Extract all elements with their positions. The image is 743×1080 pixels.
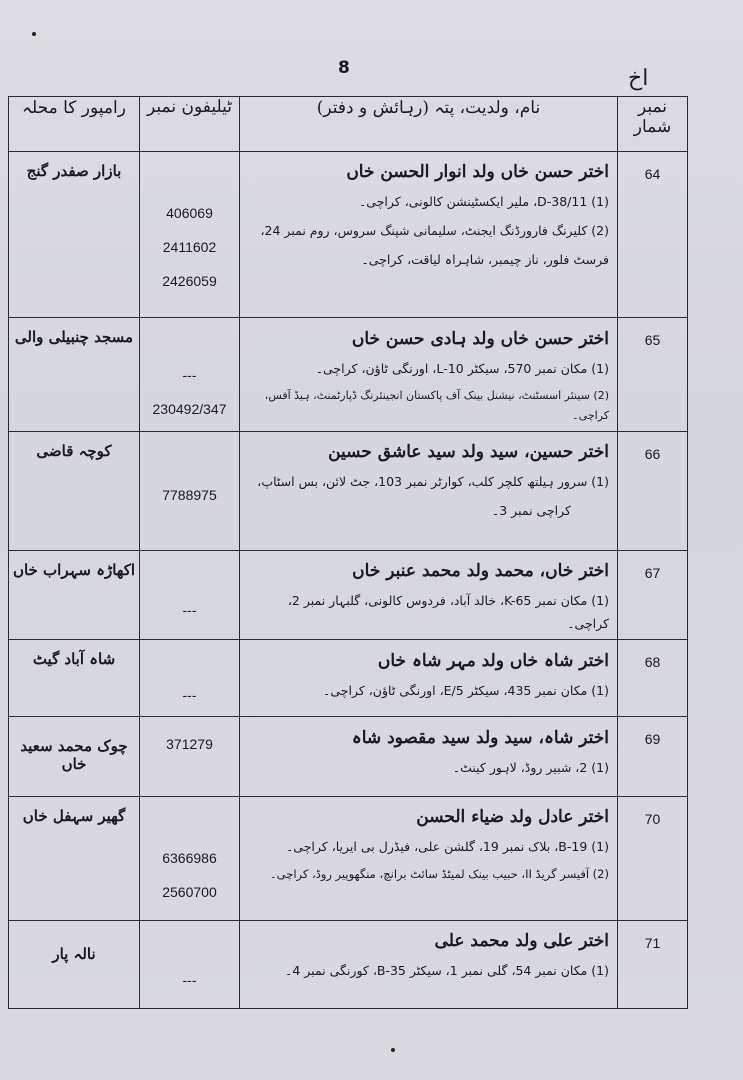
telephone-number: 371279 <box>166 736 213 753</box>
table-row <box>9 550 688 639</box>
telephone-cell <box>140 431 240 550</box>
entry-name: اختر حسن خاں ولد انوار الحسن خاں <box>346 162 609 182</box>
header-row <box>9 97 688 152</box>
directory-table <box>8 96 688 1009</box>
address-line: (1) B-19، بلاک نمبر 19، گلشن علی، فیڈرل بی ایریا، کراچی۔ <box>285 839 609 855</box>
table-row <box>9 717 688 797</box>
telephone-number: 6366986 <box>162 850 217 867</box>
entry-name: اختر عادل ولد ضیاء الحسن <box>416 807 609 828</box>
area-cell: گھیر سہفل خاں <box>9 797 140 921</box>
telephone-cell <box>140 717 240 797</box>
telephone-number: 2411602 <box>162 239 217 255</box>
telephone-number: 7788975 <box>162 486 217 503</box>
entry-name: اختر خاں، محمد ولد محمد عنبر خاں <box>352 560 609 581</box>
name-cell <box>240 431 618 550</box>
serial-cell: 64 <box>618 152 688 318</box>
table-row <box>9 921 688 1009</box>
speck <box>32 32 36 36</box>
table-row <box>9 640 688 717</box>
name-cell <box>240 640 618 717</box>
serial-cell: 66 <box>618 431 688 550</box>
name-cell <box>240 717 618 797</box>
address-line: (2) کلیرنگ فارورڈنگ ایجنٹ، سلیمانی شپنگ سروس، روم نمبر 24، <box>260 223 609 239</box>
telephone-number: --- <box>182 687 197 704</box>
address-line: فرسٹ فلور، ناز چیمبر، شاہراہ لیاقت، کراچی۔ <box>361 252 609 268</box>
entry-name: اختر شاہ، سید ولد سید مقصود شاہ <box>351 728 609 749</box>
telephone-cell <box>140 797 240 921</box>
address-line: کراچی نمبر 3۔ <box>491 502 571 518</box>
telephone-number: 406069 <box>166 205 213 221</box>
area-cell: اکھاڑہ سہراب خاں <box>9 550 140 639</box>
name-cell <box>240 921 618 1009</box>
serial-cell: 68 <box>618 640 688 717</box>
entry-name: اختر حسن خاں ولد ہادی حسن خاں <box>351 329 609 349</box>
table-row <box>9 152 688 318</box>
name-cell <box>240 550 618 639</box>
telephone-number: 2426059 <box>162 273 217 289</box>
name-cell <box>240 152 618 318</box>
header-name: نام، ولدیت، پتہ (رہائش و دفتر) <box>240 97 618 152</box>
name-cell <box>240 797 618 921</box>
telephone-cell <box>140 152 240 318</box>
area-cell: مسجد چنبیلی والی <box>9 318 140 432</box>
serial-cell: 67 <box>618 550 688 639</box>
address-line: (1) 2، شبیر روڈ، لاہور کینٹ۔ <box>452 760 609 776</box>
telephone-number: --- <box>182 972 197 989</box>
table-row <box>9 797 688 921</box>
name-cell <box>240 318 618 432</box>
address-line: (1) سرور ہیلتھ کلچر کلب، کوارٹر نمبر 103، جٹ لائن، بس اسٹاپ، <box>257 473 609 489</box>
page-number: 8 <box>338 58 350 78</box>
entry-name: اختر شاہ خاں ولد مہر شاہ خاں <box>377 651 609 672</box>
telephone-number: 230492/347 <box>152 401 227 417</box>
entry-name: اختر حسین، سید ولد سید عاشق حسین <box>328 441 609 462</box>
header-serial: نمبر شمار <box>618 97 688 152</box>
address-line: (1) مکان نمبر 570، سیکٹر 10-L، اورنگی ٹاؤن، کراچی۔ <box>315 361 609 376</box>
area-cell: کوچہ قاضی <box>9 431 140 550</box>
telephone-cell <box>140 550 240 639</box>
serial-cell: 70 <box>618 797 688 921</box>
address-line: (1) مکان نمبر K-65، خالد آباد، فردوس کالونی، گلبہار نمبر 2، کراچی۔ <box>287 592 609 631</box>
serial-cell: 65 <box>618 318 688 432</box>
area-cell: چوک محمد سعید خاں <box>9 717 140 797</box>
header-telephone: ٹیلیفون نمبر <box>140 97 240 152</box>
entry-name: اختر علی ولد محمد علی <box>434 931 609 952</box>
address-line: (1) D-38/11، ملیر ایکسٹینشن کالونی، کراچی۔ <box>358 194 609 209</box>
header-area: رامپور کا محلہ <box>9 97 140 152</box>
address-line: (1) مکان نمبر 54، گلی نمبر 1، سیکٹر 35-B، کورنگی نمبر 4۔ <box>285 963 609 979</box>
table-row <box>9 431 688 550</box>
telephone-cell <box>140 921 240 1009</box>
area-cell: شاہ آباد گیٹ <box>9 640 140 717</box>
serial-cell: 71 <box>618 921 688 1009</box>
area-cell: نالہ پار <box>9 921 140 1009</box>
address-line: (2) سینئر اسسٹنٹ، نیشنل بینک آف پاکستان انجینئرنگ ڈپارٹمنٹ، ہیڈ آفس، کراچی۔ <box>264 389 609 423</box>
telephone-number: --- <box>182 601 197 618</box>
telephone-number: --- <box>182 367 197 383</box>
telephone-cell <box>140 318 240 432</box>
section-code: اخ <box>628 66 649 91</box>
speck <box>391 1048 395 1052</box>
address-line: (1) مکان نمبر 435، سیکٹر 5/E، اورنگی ٹاؤن، کراچی۔ <box>323 683 609 699</box>
serial-cell: 69 <box>618 717 688 797</box>
telephone-cell <box>140 640 240 717</box>
telephone-number: 2560700 <box>162 884 217 901</box>
area-cell: بازار صفدر گنج <box>9 152 140 318</box>
table-row <box>9 318 688 432</box>
address-line: (2) آفیسر گریڈ II، حبیب بینک لمیٹڈ سائٹ برانچ، منگھوپیر روڈ، کراچی۔ <box>269 867 609 882</box>
